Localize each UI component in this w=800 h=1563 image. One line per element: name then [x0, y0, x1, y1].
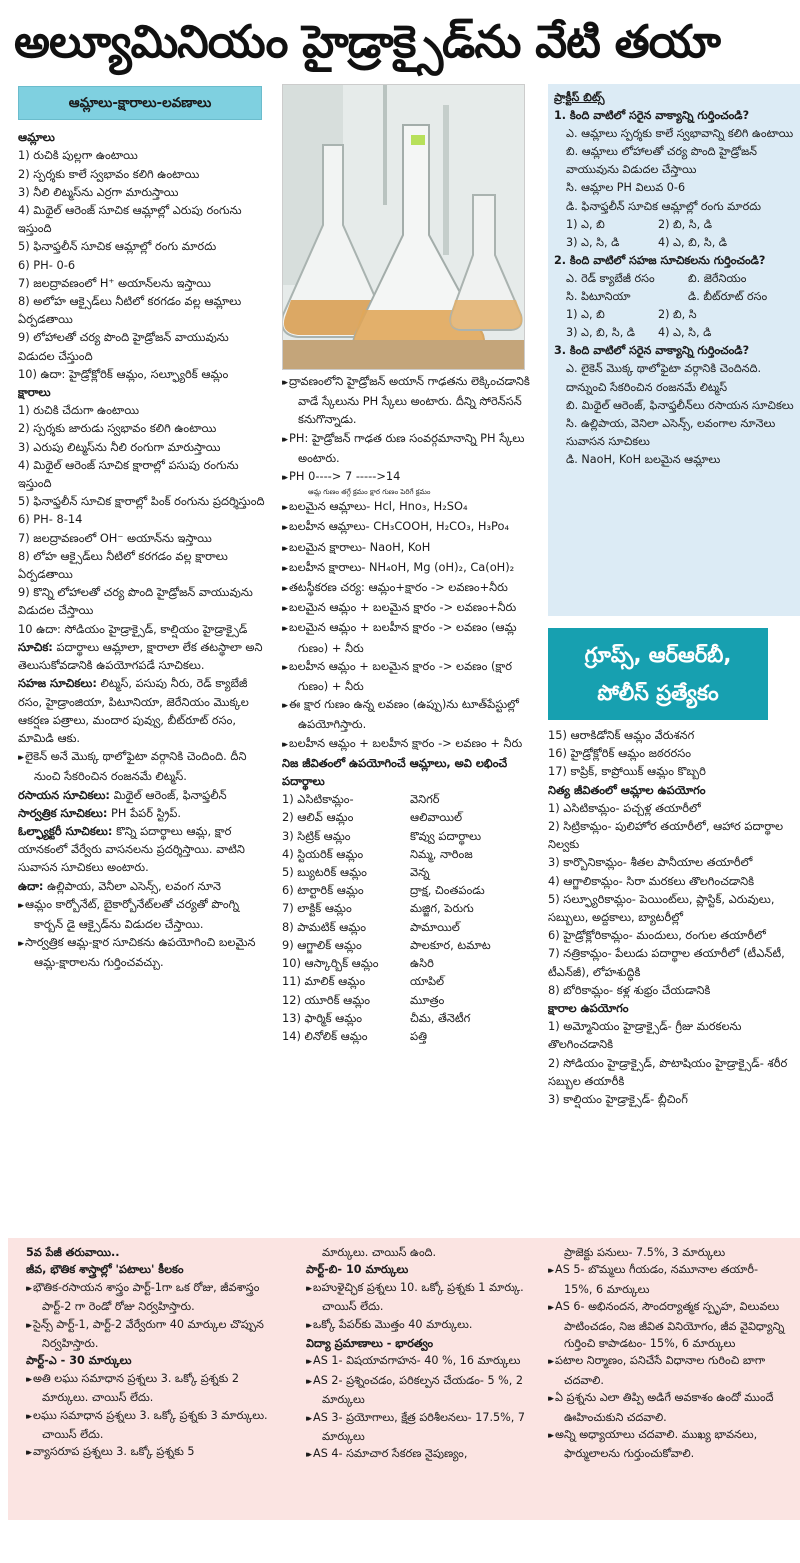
- quiz-option: సి. ఆమ్లాల PH విలువ 0-6: [566, 181, 686, 195]
- acid-name: 9) ఆగ్జాలిక్ ఆమ్లం: [282, 937, 362, 952]
- answer-choice: 1) ఎ, బి: [566, 217, 605, 231]
- acid-source: పామాయిల్: [410, 919, 460, 934]
- quiz-answers: [554, 306, 794, 324]
- natural-label: సహజ సూచికలు:: [18, 676, 97, 691]
- quiz-option: ఎ. రెడ్ క్యాబేజీ రసం: [566, 271, 655, 285]
- column-uses: [548, 726, 792, 1108]
- list-item: ▸▸ ద్రావణంలోని హైడ్రోజన్ అయాన్ గాఢతను లెక్కించడానికి వాడే స్కేలును PH స్కేలు అంటారు. దీన్ని సోరెన్‌సన్ కనుగొన్నాడు.: [282, 372, 540, 429]
- table-row: [282, 827, 540, 845]
- acid-source: చీమ, తేనెటీగ: [410, 1010, 471, 1025]
- table-row: [282, 845, 540, 863]
- acid-source: వెనిగర్: [410, 792, 440, 807]
- lichen-note: ▸▸ లైకెన్ అనే మొక్క థాలోఫైటా వర్గానికి చెందింది. దీని నుంచి సేకరించిన రంజనమే లిట్మస్.: [18, 747, 268, 785]
- table-row: [282, 881, 540, 899]
- quiz-option: ఎ. లైకెన్ మొక్క థాలోఫైటా వర్గానికి చెందినది. దాన్నుంచి సేకరించిన రంజనమే లిట్మస్: [566, 362, 762, 394]
- list-item: ▸▸ బలహీన ఆమ్లం + బలమైన క్షారం -> లవణం (క్షార గుణం) + నీరు: [282, 657, 540, 695]
- quiz-answers: [554, 234, 794, 252]
- answer-choice: 3) ఎ, బి, సి, డి: [566, 326, 636, 340]
- list-item: ▸▸ బలహీన క్షారాలు- NH₄oH, Mg (oH)₂, Ca(oH)₂: [282, 558, 540, 578]
- acid-name: 3) సిట్రిక్ ఆమ్లం: [282, 828, 351, 843]
- quiz-option: బి. ఆమ్లాలు లోహాలతో చర్య పొంది హైడ్రోజన్ వాయువును విడుదల చేస్తాయి: [566, 145, 757, 177]
- answer-choice: 1) ఎ, బి: [566, 308, 605, 322]
- acid-name: 11) మాలిక్ ఆమ్లం: [282, 974, 366, 989]
- list-item: ▸▸ ఒక్కో పేపర్‌కు మొత్తం 40 మార్కులు.: [306, 1316, 544, 1335]
- acid-source: ఉసిరి: [410, 956, 434, 971]
- list-item: 6) PH- 0-6: [18, 257, 76, 272]
- bottom-column-2: [306, 1244, 544, 1465]
- acids-list: [18, 146, 268, 383]
- list-item: 5) సల్ఫ్యూరికామ్లం- పెయింట్‌లు, ప్లాస్టిక్, ఎరువులు, సబ్బులు, అద్దకాలు, బ్యాటరీల్లో: [548, 891, 775, 925]
- universal-label: సార్వత్రిక సూచికలు:: [18, 805, 108, 820]
- list-item: ▸▸ లఘు సమాధాన ప్రశ్నలు 3. ఒక్కో ప్రశ్నకు 3 మార్కులు. చాయిస్ లేదు.: [26, 1407, 278, 1444]
- table-row: [282, 1009, 540, 1027]
- list-item: 7) జలద్రావణంలో H⁺ అయాన్‌లను ఇస్తాయి: [18, 275, 211, 290]
- list-item: 4) ఆగ్జాలికామ్లం- సిరా మరకలు తొలగించడానికి: [548, 873, 755, 888]
- list-item: ▸▸ అన్ని అధ్యాయాలు చదవాలి. ముఖ్య భావనలు, ఫార్ములాలను గుర్తుంచుకోవాలి.: [548, 1426, 788, 1463]
- list-item: 3) కార్బొనికామ్లం- శీతల పానీయాల తయారీలో: [548, 855, 753, 870]
- example-text: ఉల్లిపాయ, వెనీలా ఎసెన్స్, లవంగ నూనె: [47, 878, 222, 893]
- bases-list: [18, 401, 268, 638]
- banner-line: పోలీస్ ప్రత్యేకం: [597, 681, 719, 705]
- table-row: [282, 899, 540, 917]
- ph-scale-note: ఆమ్ల గుణం తగ్గే క్రమం క్షార గుణం పెరిగే క్రమం: [308, 488, 431, 497]
- chemical-indicators: [18, 786, 268, 804]
- column-acids-bases: [18, 86, 268, 972]
- indicator-definition: [18, 638, 268, 674]
- answer-choice: 3) ఎ, సి, డి: [566, 235, 620, 249]
- list-item: 1) అమ్మోనియం హైడ్రాక్సైడ్- గ్రీజు మరకలను తొలగించడానికి: [548, 1019, 742, 1052]
- acids-heading: ఆమ్లాలు: [18, 130, 55, 145]
- chemical-label: రసాయన సూచికలు:: [18, 787, 110, 802]
- list-item: 6) హైడ్రోక్లోరికామ్లం- మందులు, రంగుల తయారీలో: [548, 928, 766, 943]
- list-item: ▸▸ భౌతిక-రసాయన శాస్త్రం పార్ట్-1గా ఒక రోజు, జీవశాస్త్రం పార్ట్-2 గా రెండో రోజు నిర్వహిస్తారు.: [26, 1279, 278, 1316]
- acid-source: మూత్రం: [410, 992, 445, 1007]
- lab-flasks-photo: [282, 84, 525, 370]
- column-ph-neutralization: [282, 372, 540, 1045]
- quiz-title: ప్రాక్టీస్ బిట్స్: [554, 91, 605, 104]
- acid-source: పత్తి: [410, 1028, 428, 1043]
- list-item: ▸▸ బలహీన ఆమ్లం + బలహీన క్షారం -> లవణం + నీరు: [282, 734, 540, 754]
- table-row: [282, 972, 540, 990]
- list-item: ▸▸ PH: హైడ్రోజన్ గాఢత రుణ సంవర్గమానాన్ని PH స్కేలు అంటారు.: [282, 429, 540, 467]
- headline: అల్యూమినియం హైడ్రాక్సైడ్‌ను వేటి తయా: [14, 15, 720, 68]
- quiz-option: బి. మిథైల్ ఆరెంజ్, ఫినాఫ్తలీన్‌లు రసాయన సూచికలు: [566, 398, 794, 412]
- continued-text: మార్కులు. చాయిస్ ఉంది.: [322, 1246, 437, 1259]
- standards-heading: విద్యా ప్రమాణాలు - భారత్వం: [306, 1337, 434, 1351]
- list-item: ▸▸ ఈ క్షార గుణం ఉన్న లవణం (ఉప్పు)ను టూత్‌పేస్టుల్లో ఉపయోగిస్తారు.: [282, 695, 540, 733]
- list-item: 2) స్పర్శకు జారుడు స్వభావం కలిగి ఉంటాయి: [18, 421, 217, 436]
- list-item: 1) రుచికి చేదుగా ఉంటాయి: [18, 403, 140, 418]
- special-banner: [548, 628, 768, 720]
- universal-text: PH పేపర్ స్ట్రిప్.: [111, 805, 181, 820]
- acid-source: ఆలివాయిల్: [410, 810, 463, 825]
- list-item: ▸▸ బలమైన ఆమ్లాలు- Hcl, Hno₃, H₂SO₄: [282, 497, 540, 517]
- list-item: ▸▸ ఆమ్లం కార్బోనేట్, బైకార్బోనేట్‌లతో చర్యతో పొంగ్ని కార్బన్ డై ఆక్సైడ్‌ను విడుదల చేస్తాయి.: [18, 895, 268, 933]
- quiz-answers: [554, 270, 794, 288]
- chemical-text: మిథైల్ ఆరెంజ్, ఫినాఫ్తలీన్: [113, 787, 227, 802]
- list-item: 17) కాప్రిక్, కాప్రోయిక్ ఆమ్లం కొబ్బరి: [548, 764, 706, 779]
- acid-name: 8) పామటిక్ ఆమ్లం: [282, 919, 367, 934]
- list-item: 8) అలోహ ఆక్సైడ్‌లు నీటిలో కరగడం వల్ల ఆమ్లాలు ఏర్పడతాయి: [18, 294, 242, 327]
- list-item: ▸▸ బలమైన క్షారాలు- NaoH, KoH: [282, 538, 540, 558]
- olfactory-indicators: [18, 822, 268, 877]
- table-row: [282, 863, 540, 881]
- example-line: [18, 877, 268, 895]
- list-item: ▸▸ AS 5- బొమ్మలు గీయడం, నమూనాల తయారీ- 15%, 6 మార్కులు: [548, 1261, 788, 1298]
- universal-indicators: [18, 804, 268, 822]
- acid-sources-table: [282, 790, 540, 1045]
- list-item: 5) ఫినాఫ్తలీన్ సూచిక ఆమ్లాల్లో రంగు మారదు: [18, 239, 217, 254]
- continuation-title: 5వ పేజీ తరువాయి..: [26, 1246, 120, 1259]
- indicator-text: పదార్థాలు ఆమ్లాలా, క్షారాలా లేక తటస్థాలా అని తెలుసుకోవడానికి ఉపయోగపడే సూచికలు.: [18, 639, 263, 673]
- acid-name: 2) ఆలివ్ ఆమ్లం: [282, 810, 354, 825]
- part-a-heading: పార్ట్-ఎ - 30 మార్కులు: [26, 1354, 132, 1368]
- list-item: ▸▸ బలమైన ఆమ్లం + బలహీన క్షారం -> లవణం (ఆమ్ల గుణం) + నీరు: [282, 618, 540, 656]
- table-row: [282, 1027, 540, 1045]
- list-item: 2) సిట్రికామ్లం- పులిహోర తయారీలో, ఆహార పదార్థాల నిల్వకు: [548, 819, 784, 852]
- list-item: 7) జలద్రావణంలో OH⁻ అయాన్‌ను ఇస్తాయి: [18, 530, 212, 545]
- acid-name: 7) లాక్టిక్ ఆమ్లం: [282, 901, 352, 916]
- acid-source: యాపిల్: [410, 974, 445, 989]
- quiz-option: డి. NaoH, KoH బలమైన ఆమ్లాలు: [566, 452, 721, 466]
- list-item: 3) నీలి లిట్మస్‌ను ఎర్రగా మారుస్తాయి: [18, 184, 179, 199]
- table-row: [282, 918, 540, 936]
- quiz-answers: [554, 216, 794, 234]
- list-item: ▸▸ బలహీన ఆమ్లాలు- CH₃COOH, H₂CO₃, H₃Po₄: [282, 517, 540, 537]
- table-row: [282, 936, 540, 954]
- list-item: 16) హైడ్రోక్లోరిక్ ఆమ్లం జఠరరసం: [548, 746, 692, 761]
- list-item: ▸▸ ఏ ప్రశ్నను ఎలా తిప్పి అడిగే అవకాశం ఉందో ముందే ఊహించుకుని చదవాలి.: [548, 1389, 788, 1426]
- ph-scale: ▸▸ PH 0----> 7 ----->14: [282, 467, 540, 487]
- quiz-option: ఎ. ఆమ్లాలు స్పర్శకు కాలే స్వభావాన్ని కలిగి ఉంటాయి: [566, 127, 794, 141]
- answer-choice: 2) బి, సి, డి: [658, 217, 713, 231]
- quiz-question: 1. కింది వాటిలో సరైన వాక్యాన్ని గుర్తించండి?: [554, 109, 750, 123]
- list-item: 3) కాల్షియం హైడ్రాక్సైడ్- బ్లీచింగ్: [548, 1092, 688, 1107]
- list-item: 3) ఎరుపు లిట్మస్‌ను నీలి రంగుగా మారుస్తాయి: [18, 439, 221, 454]
- list-item: 2) సోడియం హైడ్రాక్సైడ్, పొటాషియం హైడ్రాక్సైడ్- శరీర సబ్బుల తయారీకి: [548, 1055, 788, 1088]
- list-item: 8) లోహ ఆక్సైడ్‌లు నీటిలో కరగడం వల్ల క్షారాలు ఏర్పడతాయి: [18, 548, 228, 582]
- example-label: ఉదా:: [18, 878, 44, 893]
- acid-name: 10) ఆస్కార్బిక్ ఆమ్లం: [282, 956, 379, 971]
- olfactory-label: ఓల్ఫ్యాక్టరీ సూచికలు:: [18, 823, 113, 838]
- list-item: 9) లోహాలతో చర్య పొంది హైడ్రోజన్ వాయువును విడుదల చేస్తుంది: [18, 330, 229, 363]
- continuation-section: [8, 1238, 800, 1520]
- quiz-question: 3. కింది వాటిలో సరైన వాక్యాన్ని గుర్తించండి?: [554, 344, 750, 358]
- natural-indicators: [18, 674, 268, 747]
- base-uses-heading: క్షారాల ఉపయోగం: [548, 1001, 629, 1016]
- list-item: 8) బోరికామ్లం- కళ్ల శుభ్రం చేయడానికి: [548, 982, 711, 997]
- table-row: [282, 808, 540, 826]
- acid-name: 14) లినోలిక్ ఆమ్లం: [282, 1028, 368, 1043]
- quiz-option: సి. ఉల్లిపాయ, వెనిలా ఎసెన్స్, లవంగాల నూనెలు సువాసన సూచికలు: [566, 416, 776, 448]
- acid-source: పాలకూర, టమాట: [410, 937, 491, 952]
- list-item: 10 ఉదా: సోడియం హైడ్రాక్సైడ్, కాల్షియం హైడ్రాక్సైడ్: [18, 621, 248, 636]
- acid-source: ద్రాక్ష, చింతపండు: [410, 883, 485, 898]
- list-item: 5) ఫినాఫ్తలీన్ సూచిక క్షారాల్లో పింక్ రంగును ప్రదర్శిస్తుంది: [18, 494, 265, 509]
- list-item: 4) మిథైల్ ఆరెంజ్ సూచిక క్షారాల్లో పసుపు రంగును ఇస్తుంది: [18, 457, 239, 491]
- quiz-option: సి. పిటూనియా: [566, 290, 631, 304]
- list-item: ▸▸ తటస్థీకరణ చర్య: ఆమ్లం+క్షారం -> లవణం+నీరు: [282, 578, 540, 598]
- natural-text: లిట్మస్, పసుపు నీరు, రెడ్ క్యాబేజీ రసం, హైడ్రాంజియా, పిటూనియా, జెరేనియం మొక్కల ఆకర్షణ పత్రాలు, మందార పువ్వు, బీట్‌రూట్ రసం, మామిడి ఆకు.: [18, 676, 249, 745]
- list-item: 7) నత్రికామ్లం- పేలుడు పదార్థాల తయారీలో (టీఎన్‌టీ, టీఎన్‌జీ), లోహశుద్ధికి: [548, 946, 785, 979]
- list-item: 9) కొన్ని లోహాలతో చర్య పొంది హైడ్రోజన్ వాయువును విడుదల చేస్తాయి: [18, 585, 253, 618]
- list-item: 4) మిథైల్ ఆరెంజ్ సూచిక ఆమ్లాల్లో ఎరుపు రంగును ఇస్తుంది: [18, 203, 242, 236]
- list-item: ▸▸ బలమైన ఆమ్లం + బలమైన క్షారం -> లవణం+నీరు: [282, 598, 540, 618]
- acid-name: 13) ఫార్మిక్ ఆమ్లం: [282, 1010, 363, 1025]
- acid-source: కొవ్వు పదార్థాలు: [410, 828, 482, 843]
- list-item: 1) రుచికి పుల్లగా ఉంటాయి: [18, 148, 138, 163]
- list-item: ▸▸ పటాల నిర్మాణం, పనిచేసే విధానాల గురించి బాగా చదవాలి.: [548, 1352, 788, 1389]
- list-item: ▸▸ వ్యాసరూప ప్రశ్నలు 3. ఒక్కో ప్రశ్నకు 5: [26, 1443, 278, 1462]
- part-b-heading: పార్ట్-బి- 10 మార్కులు: [306, 1263, 409, 1277]
- continued-text: ప్రాజెక్టు పనులు- 7.5%, 3 మార్కులు: [564, 1246, 726, 1259]
- continuation-subtitle: జీవ, భౌతిక శాస్త్రాల్లో 'పటాలు' కీలకం: [26, 1263, 184, 1277]
- list-item: 6) PH- 8-14: [18, 512, 83, 527]
- bottom-column-3: [548, 1244, 788, 1463]
- list-item: 15) ఆరాకిడోనిక్ ఆమ్లం వేరుశనగ: [548, 728, 695, 742]
- quiz-option: డి. ఫినాఫ్తలీన్ సూచిక ఆమ్లాల్లో రంగు మారదు: [566, 199, 761, 213]
- list-item: ▸▸ అతి లఘు సమాధాన ప్రశ్నలు 3. ఒక్కో ప్రశ్నకు 2 మార్కులు. చాయిస్ లేదు.: [26, 1370, 278, 1407]
- table-row: [282, 991, 540, 1009]
- bottom-column-1: [26, 1244, 278, 1463]
- acid-name: 5) బ్యుటరిక్ ఆమ్లం: [282, 865, 367, 880]
- acid-source: మజ్జిగ, పెరుగు: [410, 901, 474, 916]
- flask-illustration: [283, 85, 524, 369]
- quiz-answers: [554, 324, 794, 342]
- quiz-question: 2. కింది వాటిలో సహజ సూచికలను గుర్తించండి?: [554, 253, 766, 267]
- section-label: ఆమ్లాలు-క్షారాలు-లవణాలు: [18, 86, 262, 120]
- acid-name: 1) ఎసిటికామ్లం-: [282, 792, 354, 807]
- acid-name: 4) స్టియరిక్ ఆమ్లం: [282, 846, 364, 861]
- list-item: ▸▸ సైన్స్ పార్ట్-1, పార్ట్-2 వేర్వేరుగా 40 మార్కుల చొప్పున నిర్వహిస్తారు.: [26, 1316, 278, 1353]
- answer-choice: 2) బి, సి: [658, 308, 697, 322]
- indicator-label: సూచిక:: [18, 639, 53, 654]
- list-item: ▸▸ AS 4- సమాచార సేకరణ నైపుణ్యం,: [306, 1445, 544, 1464]
- quiz-option: బి. జెరేనియం: [688, 271, 747, 285]
- list-item: ▸▸ బహుళైచ్ఛిక ప్రశ్నలు 10. ఒక్కో ప్రశ్నకు 1 మార్కు. చాయిస్ లేదు.: [306, 1279, 544, 1316]
- quiz-answers: [554, 288, 794, 306]
- table-row: [282, 954, 540, 972]
- olfactory-text: కొన్ని పదార్థాలు ఆమ్ల, క్షార యానకంలో వేర్వేరు వాసనలను ప్రదర్శిస్తాయి. వాటిని సువాసన సూచికలు అంటారు.: [18, 823, 245, 875]
- quiz-option: డి. బీట్‌రూట్ రసం: [688, 290, 768, 304]
- acid-name: 12) యూరిక్ ఆమ్లం: [282, 992, 371, 1007]
- banner-line: గ్రూప్స్, ఆర్ఆర్‌బీ,: [584, 643, 732, 667]
- acid-name: 6) టార్టారిక్ ఆమ్లం: [282, 883, 364, 898]
- acid-source: వెన్న: [410, 865, 430, 880]
- answer-choice: 4) ఎ, సి, డి: [658, 326, 712, 340]
- acid-sources-heading: నిజ జీవితంలో ఉపయోగించే ఆమ్లాలు, అవి లభించే పదార్థాలు: [282, 755, 508, 789]
- list-item: 10) ఉదా: హైడ్రోక్లోరిక్ ఆమ్లం, సల్ఫ్యూరిక్ ఆమ్లం: [18, 366, 229, 381]
- list-item: ▸▸ AS 3- ప్రయోగాలు, క్షేత్ర పరిశీలనలు- 17.5%, 7 మార్కులు: [306, 1409, 544, 1446]
- list-item: 1) ఎసిటికామ్లం- పచ్చళ్ల తయారీలో: [548, 800, 701, 815]
- list-item: ▸▸ AS 6- అభినందన, సౌందర్యాత్మక స్పృహ, విలువలు పాటించడం, నిజ జీవిత వినియోగం, జీవ వైవిధ్యాన్ని గుర్తించి కాపాడటం- 15%, 6 మార్కులు: [548, 1298, 788, 1352]
- list-item: ▸▸ సార్వత్రిక ఆమ్ల-క్షార సూచికను ఉపయోగించి బలమైన ఆమ్ల-క్షారాలను గుర్తించవచ్చు.: [18, 933, 268, 971]
- table-row: [282, 790, 540, 808]
- list-item: ▸▸ AS 1- విషయావగాహన- 40 %, 16 మార్కులు: [306, 1352, 544, 1371]
- acid-source: నిమ్మ, నారింజ: [410, 846, 473, 861]
- practice-bits-box: [548, 84, 800, 616]
- bases-heading: క్షారాలు: [18, 385, 51, 400]
- acid-uses-heading: నిత్య జీవితంలో ఆమ్లాల ఉపయోగం: [548, 782, 706, 797]
- list-item: 2) స్పర్శకు కాలే స్వభావం కలిగి ఉంటాయి: [18, 166, 200, 181]
- answer-choice: 4) ఎ, బి, సి, డి: [658, 235, 728, 249]
- list-item: ▸▸ AS 2- ప్రశ్నించడం, పరికల్పన చేయడం- 5 %, 2 మార్కులు: [306, 1372, 544, 1409]
